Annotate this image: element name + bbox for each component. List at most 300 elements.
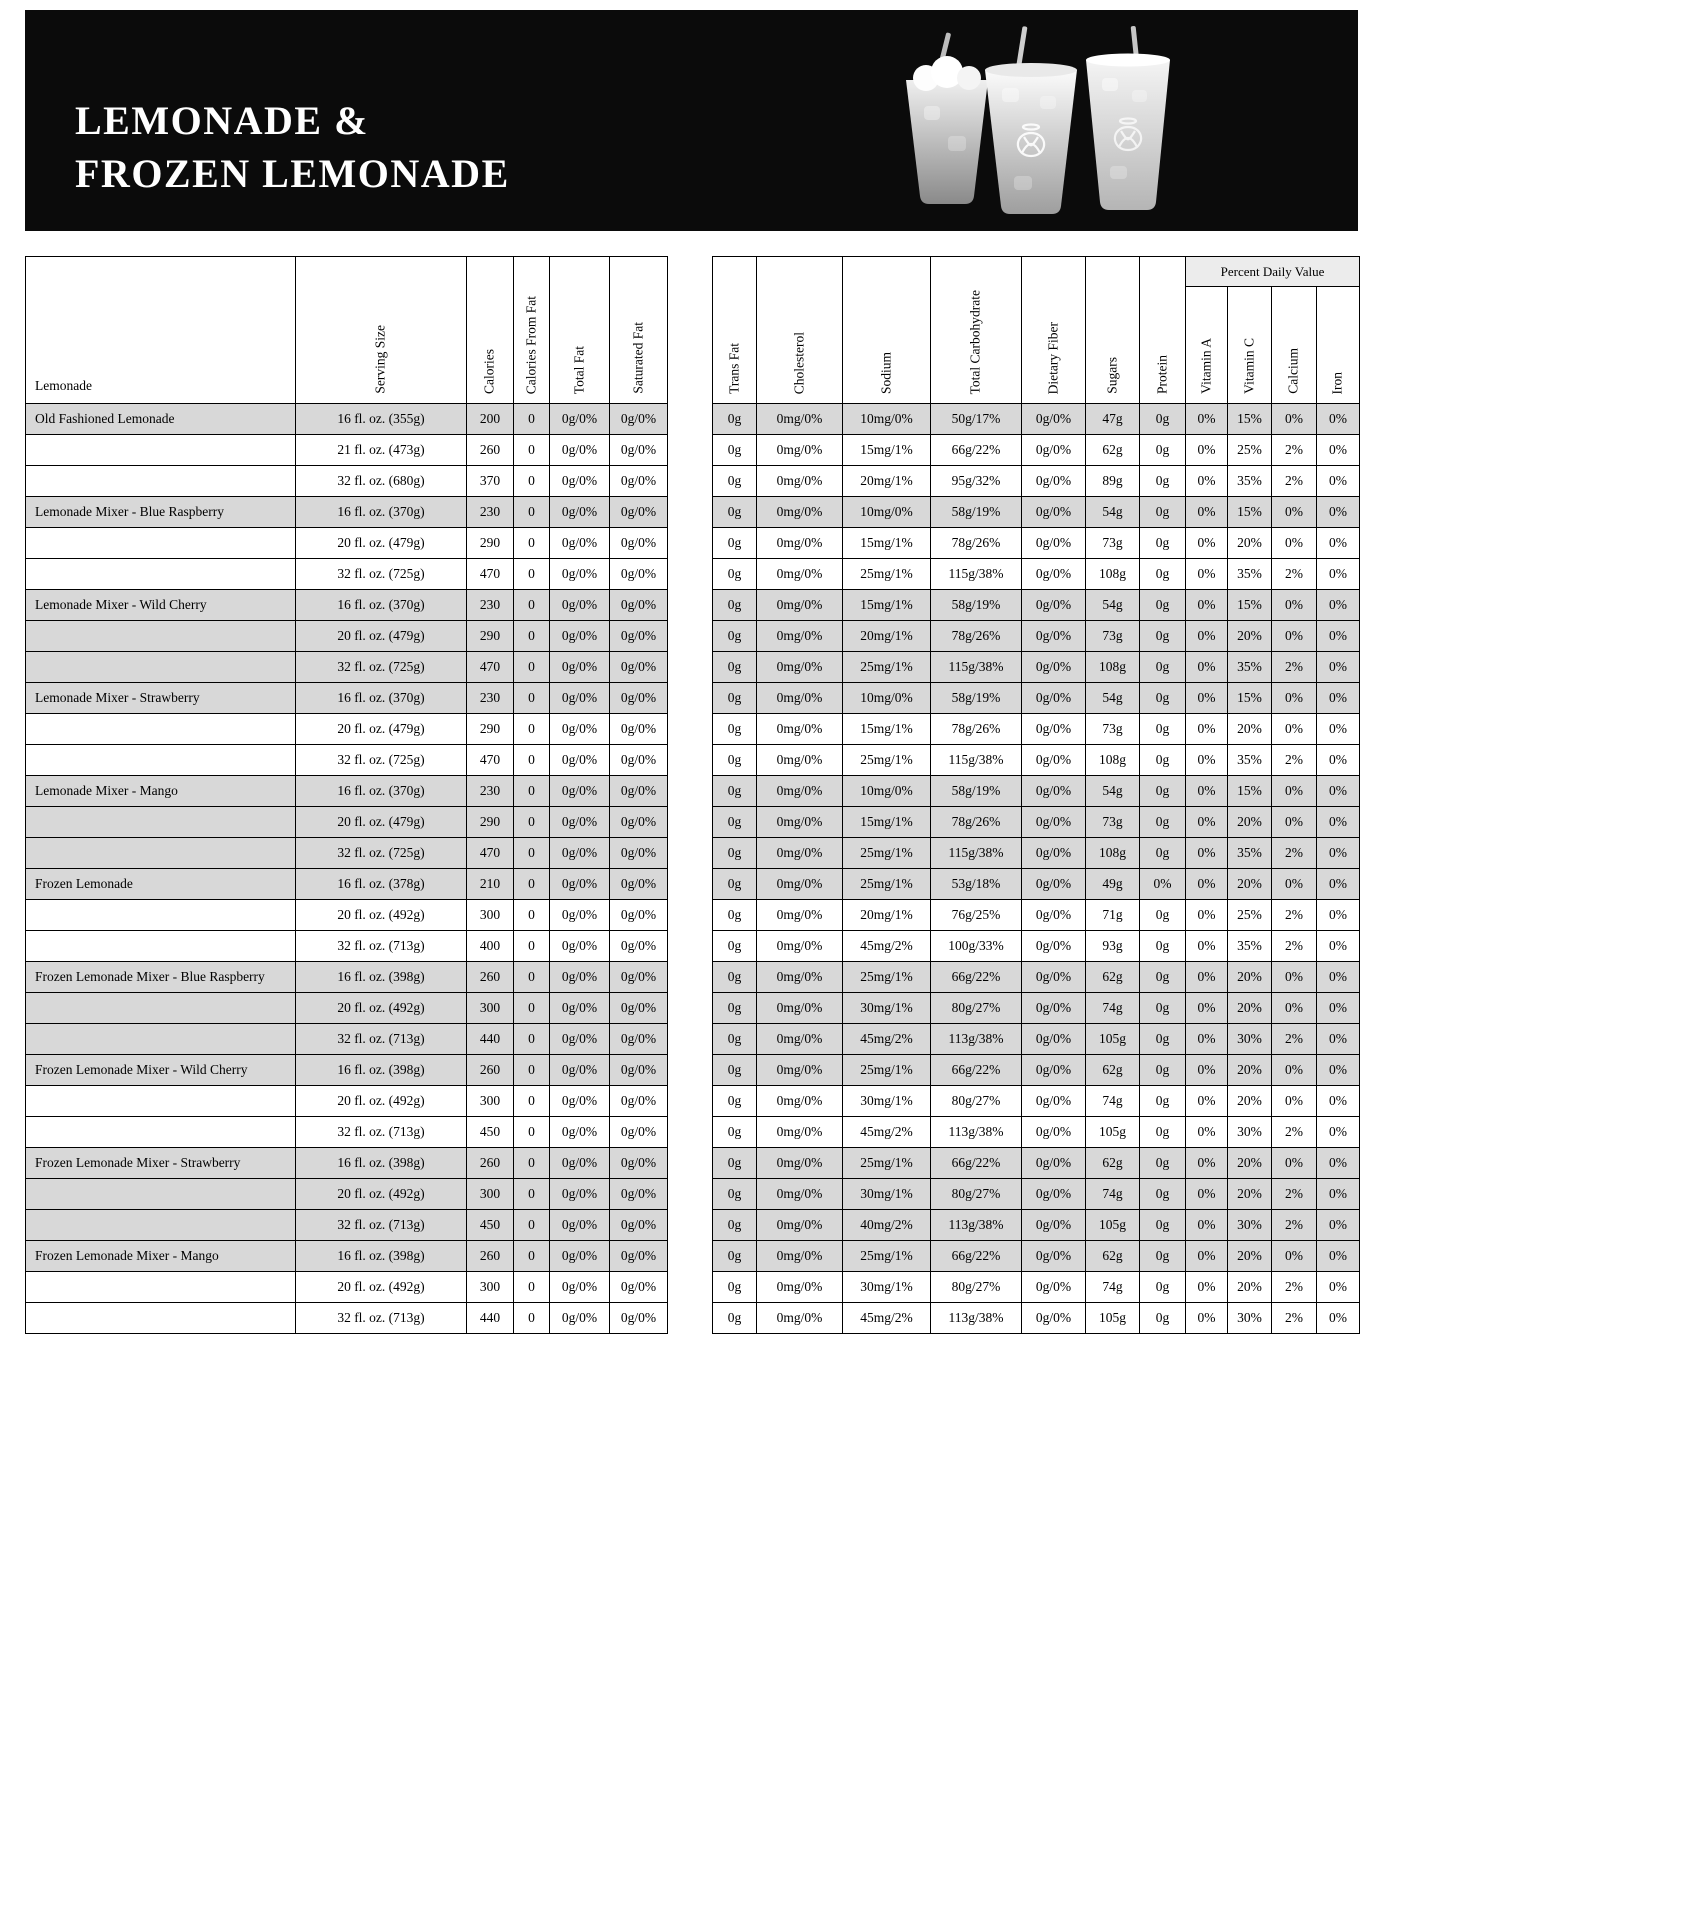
saturated-fat-cell: 0g/0%: [610, 1210, 668, 1241]
table-row: [713, 652, 1360, 683]
calories-from-fat-cell: 0: [514, 559, 550, 590]
total-fat-cell: 0g/0%: [550, 869, 610, 900]
dietary-fiber-cell: 0g/0%: [1022, 931, 1086, 962]
vitamin-c-cell: 20%: [1228, 807, 1272, 838]
vitamin-a-cell: 0%: [1186, 931, 1228, 962]
column-header-calories: Calories: [467, 257, 514, 404]
column-header-sugars: Sugars: [1086, 257, 1140, 404]
table-row: [26, 807, 668, 838]
dietary-fiber-cell: 0g/0%: [1022, 776, 1086, 807]
calories-from-fat-cell: 0: [514, 1117, 550, 1148]
sugars-cell: 108g: [1086, 559, 1140, 590]
serving-size-cell: 20 fl. oz. (479g): [296, 714, 467, 745]
dietary-fiber-cell: 0g/0%: [1022, 683, 1086, 714]
dietary-fiber-cell: 0g/0%: [1022, 466, 1086, 497]
table-row: [26, 1303, 668, 1334]
calcium-cell: 2%: [1272, 652, 1317, 683]
total-carbohydrate-cell: 78g/26%: [931, 528, 1022, 559]
calories-cell: 400: [467, 931, 514, 962]
trans-fat-cell: 0g: [713, 869, 757, 900]
sugars-cell: 62g: [1086, 435, 1140, 466]
vitamin-a-cell: 0%: [1186, 807, 1228, 838]
name-cell: [26, 1086, 296, 1117]
calories-cell: 260: [467, 962, 514, 993]
sugars-cell: 71g: [1086, 900, 1140, 931]
trans-fat-cell: 0g: [713, 776, 757, 807]
dietary-fiber-cell: 0g/0%: [1022, 1272, 1086, 1303]
total-fat-cell: 0g/0%: [550, 1086, 610, 1117]
calcium-cell: 0%: [1272, 590, 1317, 621]
sugars-cell: 105g: [1086, 1117, 1140, 1148]
vitamin-a-cell: 0%: [1186, 869, 1228, 900]
protein-cell: 0g: [1140, 1241, 1186, 1272]
calories-cell: 470: [467, 838, 514, 869]
vitamin-c-cell: 35%: [1228, 466, 1272, 497]
right-table-header: [713, 257, 1360, 404]
column-header-iron: Iron: [1317, 287, 1360, 404]
protein-cell: 0g: [1140, 1086, 1186, 1117]
total-carbohydrate-cell: 78g/26%: [931, 807, 1022, 838]
vitamin-c-cell: 25%: [1228, 900, 1272, 931]
table-row: [713, 962, 1360, 993]
header-banner: [25, 10, 1358, 231]
name-cell: [26, 1117, 296, 1148]
calcium-cell: 0%: [1272, 621, 1317, 652]
sodium-cell: 25mg/1%: [843, 652, 931, 683]
total-carbohydrate-cell: 78g/26%: [931, 714, 1022, 745]
column-header-serving-size: Serving Size: [296, 257, 467, 404]
total-fat-cell: 0g/0%: [550, 435, 610, 466]
serving-size-cell: 32 fl. oz. (713g): [296, 1303, 467, 1334]
saturated-fat-cell: 0g/0%: [610, 993, 668, 1024]
cholesterol-cell: 0mg/0%: [757, 683, 843, 714]
sugars-cell: 93g: [1086, 931, 1140, 962]
sugars-cell: 62g: [1086, 1055, 1140, 1086]
name-cell: Old Fashioned Lemonade: [26, 404, 296, 435]
dietary-fiber-cell: 0g/0%: [1022, 838, 1086, 869]
protein-cell: 0g: [1140, 1272, 1186, 1303]
calories-cell: 230: [467, 497, 514, 528]
trans-fat-cell: 0g: [713, 962, 757, 993]
column-header-lemonade: Lemonade: [26, 257, 296, 404]
calories-from-fat-cell: 0: [514, 528, 550, 559]
table-row: [713, 1303, 1360, 1334]
total-fat-cell: 0g/0%: [550, 1210, 610, 1241]
cholesterol-cell: 0mg/0%: [757, 776, 843, 807]
vitamin-a-cell: 0%: [1186, 1210, 1228, 1241]
name-cell: Frozen Lemonade Mixer - Blue Raspberry: [26, 962, 296, 993]
serving-size-cell: 32 fl. oz. (713g): [296, 1117, 467, 1148]
total-carbohydrate-cell: 113g/38%: [931, 1210, 1022, 1241]
name-cell: [26, 621, 296, 652]
vitamin-a-cell: 0%: [1186, 621, 1228, 652]
name-cell: [26, 1179, 296, 1210]
table-row: [26, 1086, 668, 1117]
calories-cell: 260: [467, 1055, 514, 1086]
total-fat-cell: 0g/0%: [550, 1272, 610, 1303]
calcium-cell: 2%: [1272, 1117, 1317, 1148]
vitamin-c-cell: 30%: [1228, 1210, 1272, 1241]
dietary-fiber-cell: 0g/0%: [1022, 900, 1086, 931]
cholesterol-cell: 0mg/0%: [757, 1055, 843, 1086]
table-row: [713, 838, 1360, 869]
vitamin-a-cell: 0%: [1186, 652, 1228, 683]
dietary-fiber-cell: 0g/0%: [1022, 435, 1086, 466]
iron-cell: 0%: [1317, 1055, 1360, 1086]
iron-cell: 0%: [1317, 993, 1360, 1024]
calcium-cell: 2%: [1272, 745, 1317, 776]
serving-size-cell: 32 fl. oz. (713g): [296, 1210, 467, 1241]
total-fat-cell: 0g/0%: [550, 900, 610, 931]
name-cell: [26, 745, 296, 776]
trans-fat-cell: 0g: [713, 590, 757, 621]
calories-from-fat-cell: 0: [514, 1303, 550, 1334]
saturated-fat-cell: 0g/0%: [610, 559, 668, 590]
table-row: [713, 1117, 1360, 1148]
right-table-body: [713, 404, 1360, 1334]
table-row: [26, 776, 668, 807]
cholesterol-cell: 0mg/0%: [757, 714, 843, 745]
name-cell: [26, 652, 296, 683]
table-row: [26, 714, 668, 745]
calcium-cell: 2%: [1272, 1272, 1317, 1303]
trans-fat-cell: 0g: [713, 1086, 757, 1117]
sugars-cell: 105g: [1086, 1303, 1140, 1334]
dietary-fiber-cell: 0g/0%: [1022, 559, 1086, 590]
dietary-fiber-cell: 0g/0%: [1022, 1086, 1086, 1117]
column-header-cholesterol: Cholesterol: [757, 257, 843, 404]
vitamin-c-cell: 15%: [1228, 497, 1272, 528]
serving-size-cell: 20 fl. oz. (492g): [296, 1272, 467, 1303]
total-fat-cell: 0g/0%: [550, 714, 610, 745]
table-row: [26, 683, 668, 714]
table-row: [26, 1117, 668, 1148]
saturated-fat-cell: 0g/0%: [610, 807, 668, 838]
cholesterol-cell: 0mg/0%: [757, 621, 843, 652]
calcium-cell: 0%: [1272, 993, 1317, 1024]
total-fat-cell: 0g/0%: [550, 621, 610, 652]
table-row: [26, 838, 668, 869]
table-row: [713, 497, 1360, 528]
table-row: [713, 1086, 1360, 1117]
saturated-fat-cell: 0g/0%: [610, 590, 668, 621]
dietary-fiber-cell: 0g/0%: [1022, 1024, 1086, 1055]
iron-cell: 0%: [1317, 714, 1360, 745]
calories-from-fat-cell: 0: [514, 1024, 550, 1055]
vitamin-c-cell: 35%: [1228, 745, 1272, 776]
sodium-cell: 20mg/1%: [843, 900, 931, 931]
calories-from-fat-cell: 0: [514, 1241, 550, 1272]
name-cell: [26, 466, 296, 497]
trans-fat-cell: 0g: [713, 466, 757, 497]
total-fat-cell: 0g/0%: [550, 652, 610, 683]
sodium-cell: 15mg/1%: [843, 435, 931, 466]
iron-cell: 0%: [1317, 931, 1360, 962]
protein-cell: 0g: [1140, 993, 1186, 1024]
serving-size-cell: 20 fl. oz. (492g): [296, 1086, 467, 1117]
calories-from-fat-cell: 0: [514, 869, 550, 900]
column-header-vitamin-a: Vitamin A: [1186, 287, 1228, 404]
saturated-fat-cell: 0g/0%: [610, 621, 668, 652]
name-cell: [26, 993, 296, 1024]
calcium-cell: 0%: [1272, 807, 1317, 838]
sugars-cell: 62g: [1086, 1148, 1140, 1179]
sugars-cell: 108g: [1086, 745, 1140, 776]
protein-cell: 0g: [1140, 683, 1186, 714]
calories-cell: 230: [467, 776, 514, 807]
column-header-trans-fat: Trans Fat: [713, 257, 757, 404]
cholesterol-cell: 0mg/0%: [757, 1272, 843, 1303]
serving-size-cell: 32 fl. oz. (725g): [296, 745, 467, 776]
protein-cell: 0g: [1140, 559, 1186, 590]
dietary-fiber-cell: 0g/0%: [1022, 1117, 1086, 1148]
serving-size-cell: 16 fl. oz. (378g): [296, 869, 467, 900]
vitamin-a-cell: 0%: [1186, 838, 1228, 869]
calcium-cell: 0%: [1272, 528, 1317, 559]
calcium-cell: 2%: [1272, 838, 1317, 869]
saturated-fat-cell: 0g/0%: [610, 1086, 668, 1117]
table-row: [26, 466, 668, 497]
iron-cell: 0%: [1317, 900, 1360, 931]
total-fat-cell: 0g/0%: [550, 993, 610, 1024]
total-carbohydrate-cell: 113g/38%: [931, 1117, 1022, 1148]
total-carbohydrate-cell: 53g/18%: [931, 869, 1022, 900]
iron-cell: 0%: [1317, 621, 1360, 652]
total-carbohydrate-cell: 58g/19%: [931, 497, 1022, 528]
sugars-cell: 74g: [1086, 1272, 1140, 1303]
vitamin-c-cell: 15%: [1228, 404, 1272, 435]
dietary-fiber-cell: 0g/0%: [1022, 1055, 1086, 1086]
calories-cell: 290: [467, 714, 514, 745]
cholesterol-cell: 0mg/0%: [757, 900, 843, 931]
sodium-cell: 30mg/1%: [843, 1086, 931, 1117]
sugars-cell: 108g: [1086, 652, 1140, 683]
vitamin-c-cell: 20%: [1228, 1086, 1272, 1117]
calories-from-fat-cell: 0: [514, 1086, 550, 1117]
iron-cell: 0%: [1317, 466, 1360, 497]
sugars-cell: 105g: [1086, 1024, 1140, 1055]
calories-from-fat-cell: 0: [514, 590, 550, 621]
serving-size-cell: 16 fl. oz. (398g): [296, 1055, 467, 1086]
saturated-fat-cell: 0g/0%: [610, 466, 668, 497]
calories-from-fat-cell: 0: [514, 745, 550, 776]
serving-size-cell: 32 fl. oz. (713g): [296, 931, 467, 962]
calcium-cell: 0%: [1272, 1148, 1317, 1179]
serving-size-cell: 20 fl. oz. (479g): [296, 528, 467, 559]
calcium-cell: 0%: [1272, 683, 1317, 714]
table-row: [26, 1272, 668, 1303]
sodium-cell: 45mg/2%: [843, 931, 931, 962]
vitamin-a-cell: 0%: [1186, 435, 1228, 466]
table-row: [26, 900, 668, 931]
calories-cell: 260: [467, 1241, 514, 1272]
vitamin-a-cell: 0%: [1186, 559, 1228, 590]
dietary-fiber-cell: 0g/0%: [1022, 1179, 1086, 1210]
protein-cell: 0g: [1140, 1055, 1186, 1086]
total-fat-cell: 0g/0%: [550, 559, 610, 590]
trans-fat-cell: 0g: [713, 497, 757, 528]
calories-from-fat-cell: 0: [514, 1055, 550, 1086]
protein-cell: 0g: [1140, 1148, 1186, 1179]
iron-cell: 0%: [1317, 1148, 1360, 1179]
name-cell: [26, 838, 296, 869]
vitamin-c-cell: 20%: [1228, 993, 1272, 1024]
total-fat-cell: 0g/0%: [550, 1303, 610, 1334]
saturated-fat-cell: 0g/0%: [610, 776, 668, 807]
vitamin-a-cell: 0%: [1186, 683, 1228, 714]
calories-from-fat-cell: 0: [514, 466, 550, 497]
vitamin-c-cell: 20%: [1228, 962, 1272, 993]
sugars-cell: 54g: [1086, 776, 1140, 807]
dietary-fiber-cell: 0g/0%: [1022, 1241, 1086, 1272]
sugars-cell: 105g: [1086, 1210, 1140, 1241]
table-row: [26, 745, 668, 776]
sugars-cell: 47g: [1086, 404, 1140, 435]
vitamin-c-cell: 15%: [1228, 590, 1272, 621]
calories-cell: 260: [467, 1148, 514, 1179]
iron-cell: 0%: [1317, 838, 1360, 869]
cholesterol-cell: 0mg/0%: [757, 652, 843, 683]
serving-size-cell: 16 fl. oz. (398g): [296, 1241, 467, 1272]
calories-from-fat-cell: 0: [514, 931, 550, 962]
protein-cell: 0g: [1140, 931, 1186, 962]
page-title-line2: FROZEN LEMONADE: [75, 151, 510, 196]
calories-cell: 470: [467, 559, 514, 590]
protein-cell: 0g: [1140, 652, 1186, 683]
trans-fat-cell: 0g: [713, 714, 757, 745]
sugars-cell: 74g: [1086, 993, 1140, 1024]
sodium-cell: 10mg/0%: [843, 683, 931, 714]
vitamin-a-cell: 0%: [1186, 1117, 1228, 1148]
name-cell: [26, 714, 296, 745]
cholesterol-cell: 0mg/0%: [757, 1086, 843, 1117]
cholesterol-cell: 0mg/0%: [757, 807, 843, 838]
cholesterol-cell: 0mg/0%: [757, 931, 843, 962]
column-header-total-carbohydrate: Total Carbohydrate: [931, 257, 1022, 404]
protein-cell: 0g: [1140, 745, 1186, 776]
calcium-cell: 0%: [1272, 1055, 1317, 1086]
dietary-fiber-cell: 0g/0%: [1022, 1210, 1086, 1241]
vitamin-a-cell: 0%: [1186, 466, 1228, 497]
saturated-fat-cell: 0g/0%: [610, 745, 668, 776]
iron-cell: 0%: [1317, 1272, 1360, 1303]
table-row: [713, 404, 1360, 435]
sodium-cell: 40mg/2%: [843, 1210, 931, 1241]
calories-cell: 260: [467, 435, 514, 466]
vitamin-a-cell: 0%: [1186, 1024, 1228, 1055]
sugars-cell: 54g: [1086, 497, 1140, 528]
dietary-fiber-cell: 0g/0%: [1022, 714, 1086, 745]
cholesterol-cell: 0mg/0%: [757, 745, 843, 776]
protein-cell: 0g: [1140, 1303, 1186, 1334]
column-header-calories-from-fat: Calories From Fat: [514, 257, 550, 404]
iron-cell: 0%: [1317, 1210, 1360, 1241]
percent-daily-value-header: Percent Daily Value: [1186, 257, 1360, 287]
vitamin-a-cell: 0%: [1186, 962, 1228, 993]
serving-size-cell: 32 fl. oz. (725g): [296, 838, 467, 869]
protein-cell: 0g: [1140, 621, 1186, 652]
saturated-fat-cell: 0g/0%: [610, 1303, 668, 1334]
iron-cell: 0%: [1317, 1303, 1360, 1334]
vitamin-a-cell: 0%: [1186, 714, 1228, 745]
calories-from-fat-cell: 0: [514, 1272, 550, 1303]
calories-from-fat-cell: 0: [514, 962, 550, 993]
vitamin-c-cell: 35%: [1228, 838, 1272, 869]
vitamin-c-cell: 30%: [1228, 1024, 1272, 1055]
table-row: [26, 497, 668, 528]
total-carbohydrate-cell: 95g/32%: [931, 466, 1022, 497]
cup-right: [1086, 26, 1170, 210]
iron-cell: 0%: [1317, 683, 1360, 714]
vitamin-a-cell: 0%: [1186, 745, 1228, 776]
sodium-cell: 10mg/0%: [843, 776, 931, 807]
iron-cell: 0%: [1317, 776, 1360, 807]
calcium-cell: 0%: [1272, 962, 1317, 993]
dietary-fiber-cell: 0g/0%: [1022, 404, 1086, 435]
table-row: [713, 1241, 1360, 1272]
sodium-cell: 45mg/2%: [843, 1024, 931, 1055]
total-carbohydrate-cell: 80g/27%: [931, 1086, 1022, 1117]
calories-from-fat-cell: 0: [514, 435, 550, 466]
sodium-cell: 25mg/1%: [843, 1148, 931, 1179]
total-carbohydrate-cell: 115g/38%: [931, 838, 1022, 869]
calcium-cell: 0%: [1272, 869, 1317, 900]
table-row: [713, 1055, 1360, 1086]
vitamin-c-cell: 35%: [1228, 559, 1272, 590]
total-carbohydrate-cell: 66g/22%: [931, 1055, 1022, 1086]
cholesterol-cell: 0mg/0%: [757, 869, 843, 900]
dietary-fiber-cell: 0g/0%: [1022, 993, 1086, 1024]
trans-fat-cell: 0g: [713, 1210, 757, 1241]
calories-from-fat-cell: 0: [514, 404, 550, 435]
trans-fat-cell: 0g: [713, 1148, 757, 1179]
sodium-cell: 25mg/1%: [843, 838, 931, 869]
name-cell: Lemonade Mixer - Wild Cherry: [26, 590, 296, 621]
trans-fat-cell: 0g: [713, 559, 757, 590]
table-row: [26, 1148, 668, 1179]
cholesterol-cell: 0mg/0%: [757, 404, 843, 435]
table-row: [713, 683, 1360, 714]
vitamin-c-cell: 30%: [1228, 1303, 1272, 1334]
total-fat-cell: 0g/0%: [550, 528, 610, 559]
table-row: [26, 1055, 668, 1086]
sodium-cell: 25mg/1%: [843, 1241, 931, 1272]
saturated-fat-cell: 0g/0%: [610, 1148, 668, 1179]
iron-cell: 0%: [1317, 1024, 1360, 1055]
vitamin-c-cell: 20%: [1228, 528, 1272, 559]
serving-size-cell: 21 fl. oz. (473g): [296, 435, 467, 466]
iron-cell: 0%: [1317, 869, 1360, 900]
calories-from-fat-cell: 0: [514, 714, 550, 745]
name-cell: Frozen Lemonade Mixer - Strawberry: [26, 1148, 296, 1179]
vitamin-c-cell: 25%: [1228, 435, 1272, 466]
sodium-cell: 15mg/1%: [843, 714, 931, 745]
table-row: [26, 404, 668, 435]
total-carbohydrate-cell: 100g/33%: [931, 931, 1022, 962]
dietary-fiber-cell: 0g/0%: [1022, 1148, 1086, 1179]
total-fat-cell: 0g/0%: [550, 590, 610, 621]
total-fat-cell: 0g/0%: [550, 1148, 610, 1179]
nutrition-tables: [25, 256, 1360, 1334]
name-cell: [26, 807, 296, 838]
vitamin-c-cell: 20%: [1228, 1272, 1272, 1303]
saturated-fat-cell: 0g/0%: [610, 528, 668, 559]
table-row: [713, 528, 1360, 559]
sugars-cell: 54g: [1086, 683, 1140, 714]
calories-cell: 300: [467, 1086, 514, 1117]
total-carbohydrate-cell: 113g/38%: [931, 1024, 1022, 1055]
table-row: [713, 993, 1360, 1024]
